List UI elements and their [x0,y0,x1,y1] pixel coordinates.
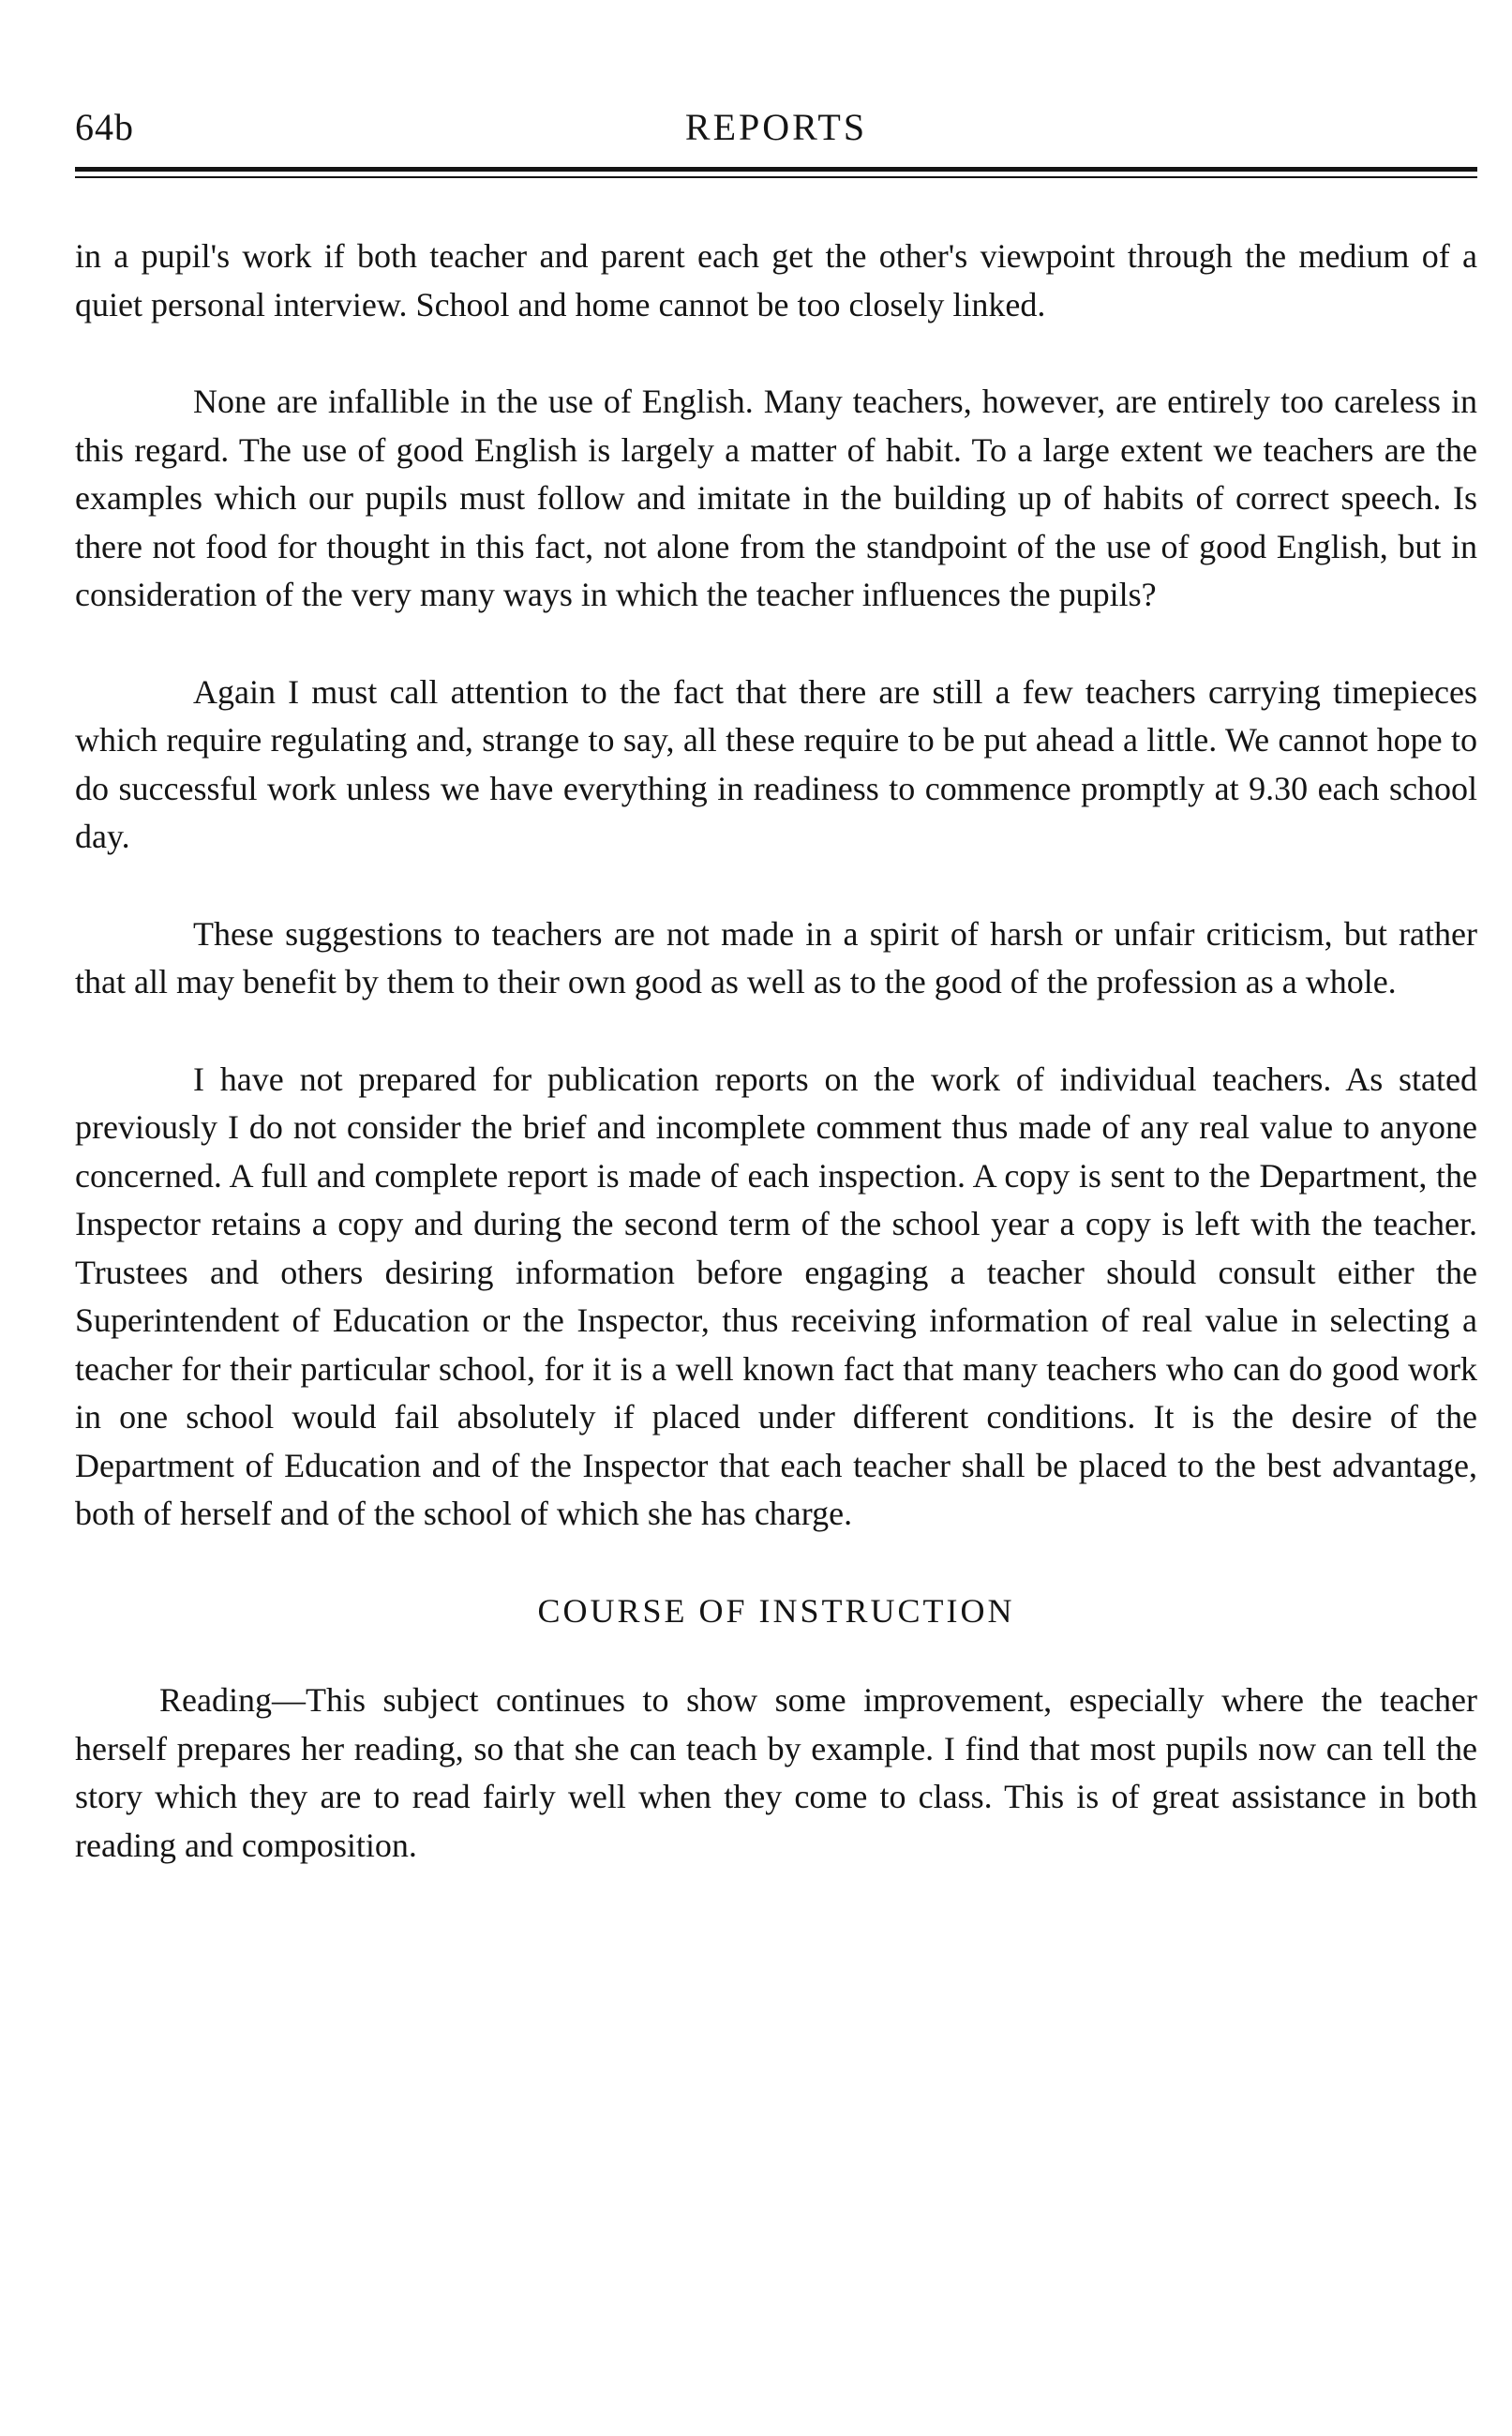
paragraph-reports: I have not prepared for publication reports on the work of individual teachers. As stated previously I do not consider the brief and incomplete comment thus made of any real value to anyone concerned. A full and complete report is made of each inspection. A copy is sent to the Department, the Inspector retains a copy and during the second term of the school year a copy is left with the teacher. Trustees and others desiring information before engaging a teacher should consult either the Superintendent of Education or the Inspector, thus receiving information of real value in selecting a teacher for their particular school, for it is a well known fact that many teachers who can do good work in one school would fail absolutely if placed under different conditions. It is the desire of the Department of Education and of the Inspector that each teacher shall be placed to the best advantage, both of herself and of the school of which she has charge. [75,1060,1477,1532]
section-heading: COURSE OF INSTRUCTION [537,1591,1015,1630]
page-header [75,105,1477,161]
paragraph-english: None are infallible in the use of English. Many teachers, however, are entirely too careless in this regard. The use of good English is largely a matter of habit. To a large extent we teachers are the examples which our pupils must follow and imitate in the building up of habits of correct speech. Is there not food for thought in this fact, not alone from the standpoint of the use of good English, but in consideration of the very many ways in which the teacher influences the pupils? [75,383,1477,613]
page-number: 64b [75,106,134,148]
header-rule-thin [75,176,1477,178]
paragraph-reading: Reading—This subject continues to show some improvement, especially where the teacher herself prepares her reading, so that she can teach by example. I find that most pupils now can tell the story which they are to read fairly well when they come to class. This is of great assistance in both reading and composition. [75,1681,1477,1864]
body-text [75,233,1477,1918]
header-rule-thick [75,167,1477,172]
running-head: REPORTS [684,106,868,148]
paragraph-continued: in a pupil's work if both teacher and parent each get the other's viewpoint through the medium of a quiet personal interview. School and home cannot be too closely linked. [75,237,1477,323]
paragraph-suggestions: These suggestions to teachers are not made in a spirit of harsh or unfair criticism, but rather that all may benefit by them to their own good as well as to the good of the profession as a whole. [75,914,1477,1000]
paragraph-timepieces: Again I must call attention to the fact that there are still a few teachers carrying timepieces which require regulating and, strange to say, all these require to be put ahead a little. We cannot hope to do successful work unless we have everything in readiness to commence promptly at 9.30 each school day. [75,672,1477,855]
